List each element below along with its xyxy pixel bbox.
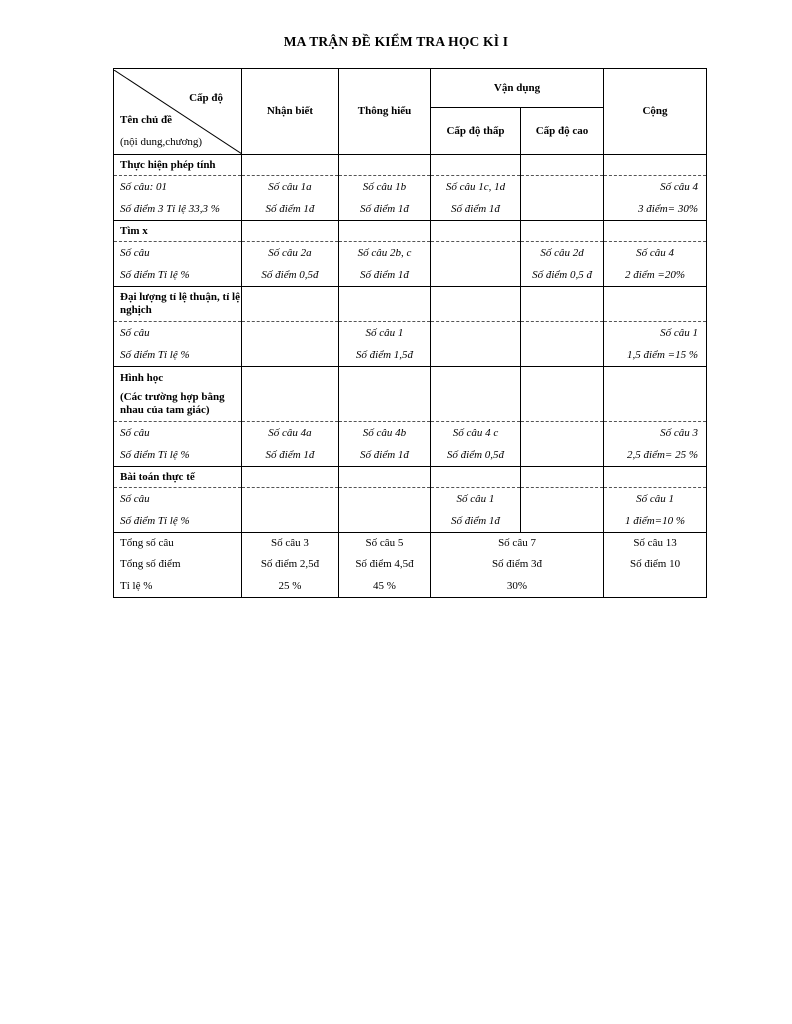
row-label-so-diem: Số điểm Tỉ lệ % [120, 514, 190, 527]
cell-value: Số điểm 1,5đ [355, 348, 414, 361]
header-corner-cell [114, 69, 242, 155]
cell-value: Số câu 1a [268, 180, 312, 193]
total-value: Số điểm 3đ [491, 558, 543, 571]
page-title: MA TRẬN ĐỀ KIỂM TRA HỌC KÌ I [283, 34, 509, 49]
exam-matrix-table [113, 68, 707, 598]
row-label-so-cau: Số câu [120, 246, 150, 259]
topic-name [114, 367, 242, 422]
total-value: Số câu 5 [365, 537, 404, 550]
total-label: Tỉ lệ % [120, 579, 153, 592]
cell-value: Số câu 1 [456, 492, 495, 505]
cell-value: Số câu 4b [362, 426, 407, 439]
cell-value: Số câu 1b [362, 180, 407, 193]
topic-name: Bài toán thực tế [114, 467, 242, 488]
total-value: Số câu 3 [271, 537, 309, 550]
row-label-so-cau: Số câu [120, 326, 150, 339]
cell-value: Số điểm 1đ [265, 448, 315, 461]
total-value: Số điểm 4,5đ [355, 558, 414, 571]
total-value: Số câu 13 [633, 537, 677, 550]
cell-value: Số điểm 1đ [360, 448, 409, 461]
row-label-so-cau: Số câu [120, 426, 150, 439]
cell-value: Số câu 3 [660, 426, 699, 439]
header-nhan-biet: Nhận biết [242, 69, 339, 155]
header-cap-do-thap: Cấp độ thấp [431, 108, 521, 155]
row-label-so-diem: Số điểm 3 Tỉ lệ 33,3 % [120, 202, 220, 215]
topic-row [114, 467, 707, 488]
total-label: Tổng số câu [120, 537, 174, 550]
total-row [114, 533, 707, 598]
header-cap-do-cao: Cấp độ cao [521, 108, 604, 155]
row-label-so-diem: Số điểm Tỉ lệ % [120, 448, 190, 461]
cell-value: Số câu 4 c [452, 426, 499, 439]
topic-data-row [114, 322, 707, 367]
topic-row [114, 221, 707, 242]
cell-value: Số điểm 1đ [451, 202, 500, 215]
cell-value: Số điểm 1đ [360, 202, 409, 215]
total-value [604, 580, 706, 593]
total-value: 45 % [373, 579, 396, 592]
total-value: 30% [506, 579, 528, 592]
topic-name: Thực hiện phép tính [114, 155, 242, 176]
ten-chu-de-label: Tên chủ đề [120, 113, 172, 126]
row-label-so-cau: Số câu: 01 [120, 180, 168, 193]
total-value: Số câu 7 [498, 537, 536, 550]
cell-value: Số câu 2b, c [357, 246, 412, 259]
cell-value: Số câu 1 [636, 492, 674, 505]
header-row-1 [114, 69, 707, 108]
topic-row [114, 155, 707, 176]
topic-name: Tìm x [114, 221, 242, 242]
topic-row [114, 287, 707, 322]
row-label-so-cau: Số câu [120, 492, 150, 505]
cell-value: 1,5 điểm =15 % [627, 348, 699, 361]
header-cong: Cộng [604, 69, 707, 155]
cell-value: Số câu 4 [636, 246, 674, 259]
cell-value: Số câu 4a [268, 426, 312, 439]
topic-row [114, 367, 707, 422]
total-label: Tổng số điểm [120, 558, 181, 571]
cell-value: Số câu 4 [660, 180, 699, 193]
total-value: 25 % [278, 579, 302, 592]
cell-value: Số điểm 0,5đ [446, 448, 505, 461]
cell-value: Số câu 1 [660, 326, 699, 339]
cell-value: Số điểm 1đ [360, 268, 409, 281]
cell-value: Số điểm 0,5 đ [532, 268, 592, 281]
cell-value: 3 điểm= 30% [638, 202, 699, 215]
cell-value: 1 điểm=10 % [625, 514, 685, 527]
topic-name-line1: Hình học [120, 371, 164, 384]
cell-value: Số câu 2d [540, 246, 584, 259]
total-value: Số điểm 2,5đ [260, 558, 320, 571]
topic-name: Đại lượng tỉ lệ thuận, tỉ lệ nghịch [114, 287, 242, 322]
cell-value: Số điểm 1đ [451, 514, 500, 527]
header-van-dung: Vận dụng [431, 69, 604, 108]
topic-data-row [114, 242, 707, 287]
header-thong-hieu: Thông hiểu [339, 69, 431, 155]
cell-value: 2 điểm =20% [625, 268, 685, 281]
cap-do-label: Cấp độ [189, 91, 223, 104]
topic-data-row [114, 488, 707, 533]
cell-value: Số điểm 1đ [265, 202, 315, 215]
cell-value: Số câu 2a [268, 246, 312, 259]
cell-value: Số câu 1c, 1d [445, 180, 506, 193]
noi-dung-label: (nội dung,chương) [120, 135, 203, 148]
topic-data-row [114, 422, 707, 467]
row-label-so-diem: Số điểm Tỉ lệ % [120, 268, 190, 281]
row-label-so-diem: Số điểm Tỉ lệ % [120, 348, 190, 361]
cell-value: Số câu 1 [365, 326, 404, 339]
cell-value: 2,5 điểm= 25 % [627, 448, 699, 461]
total-value: Số điểm 10 [629, 558, 681, 571]
topic-data-row [114, 176, 707, 221]
topic-name-line2: (Các trường hợp bằng nhau của tam giác) [120, 390, 225, 416]
cell-value: Số điểm 0,5đ [261, 268, 319, 281]
